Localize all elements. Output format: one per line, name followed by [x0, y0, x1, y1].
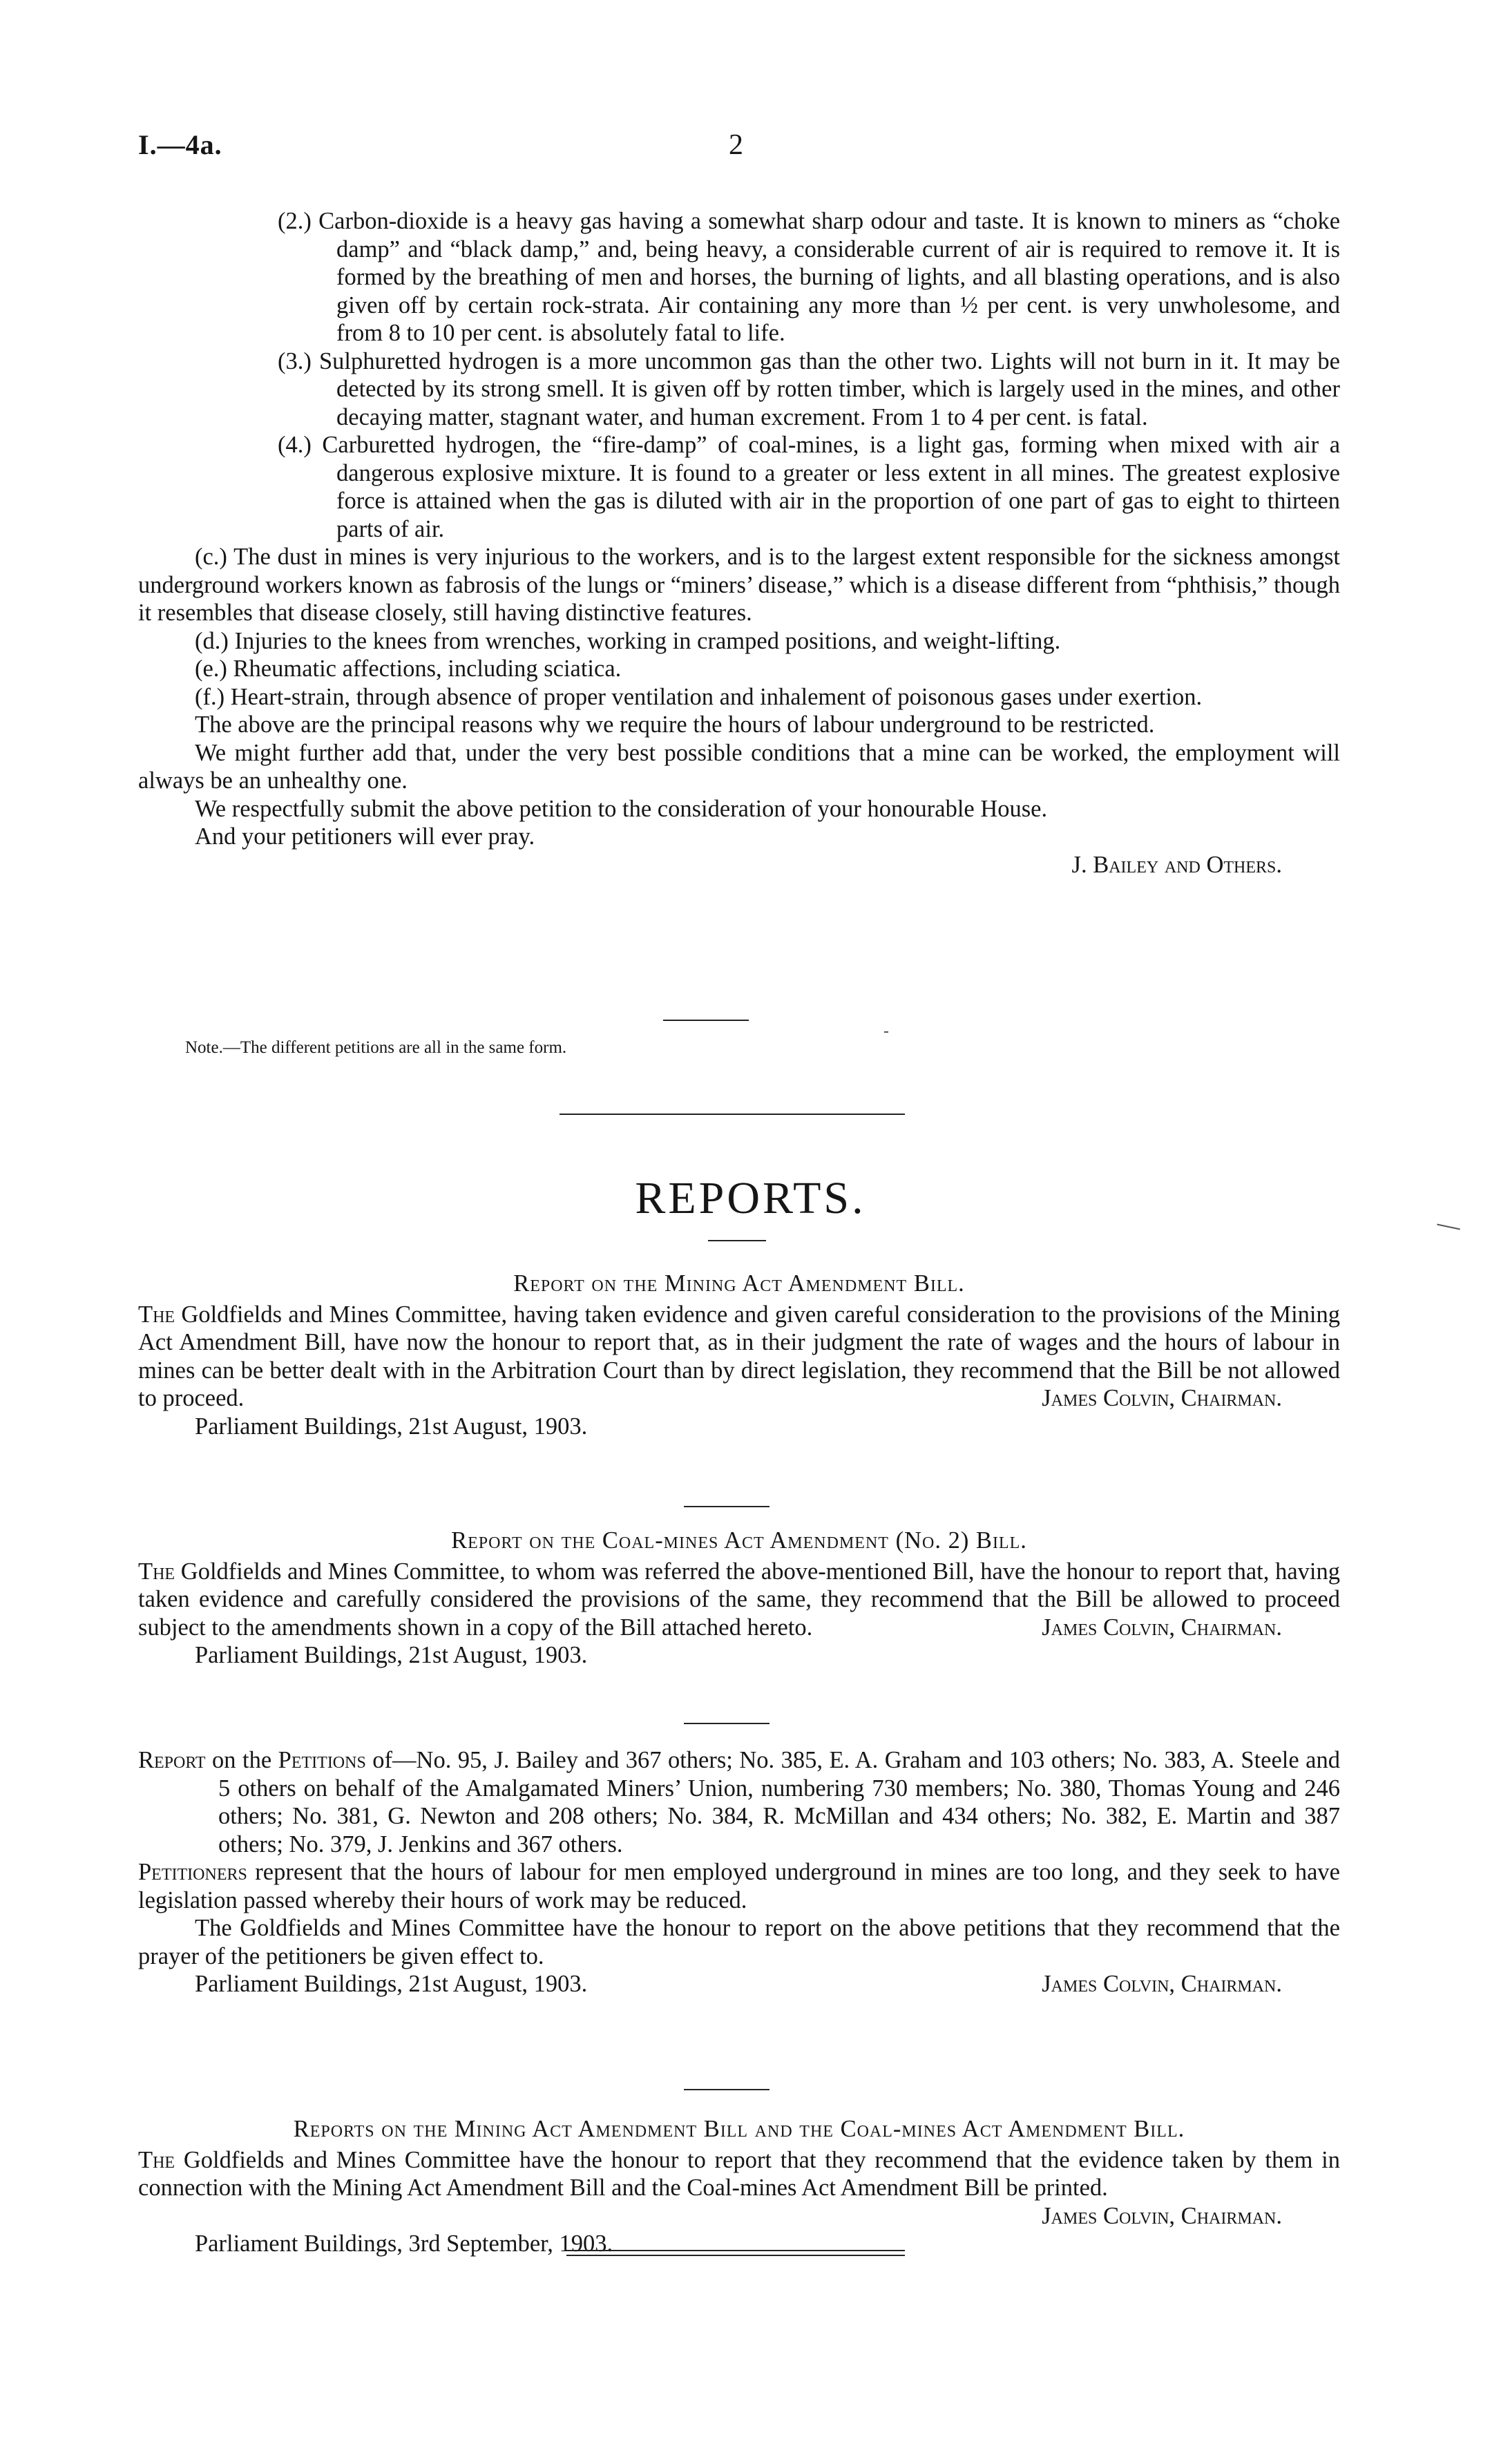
note-text: —The different petitions are all in the same form.	[222, 1038, 567, 1057]
note-label: Note.	[185, 1038, 223, 1057]
petition-paragraph-f: (f.) Heart-strain, through absence of proper ventilation and inhalement of poisonous gases under exertion.	[195, 683, 1203, 710]
report-both-bills	[138, 2115, 1340, 2258]
scan-mark	[1437, 1223, 1460, 1230]
report-date: Parliament Buildings, 21st August, 1903.	[195, 1413, 588, 1440]
petition-item: (4.) Carburetted hydrogen, the “fire-damp” of coal-mines, is a light gas, forming when mixed with air a dangerous explosive mixture. It is found to a greater or less extent in all mines. The greatest explosive force is attained when the gas is diluted with air in the proportion of one part of gas to eight to thirteen parts of air.	[278, 432, 1341, 542]
report-signature: James Colvin, Chairman.	[1042, 1385, 1282, 1411]
short-rule	[663, 1020, 749, 1021]
petition-paragraph-further: We might further add that, under the very best possible conditions that a mine can be worked, the employment will always be an unhealthy one.	[138, 739, 1340, 794]
report-signature: James Colvin, Chairman.	[1042, 1614, 1282, 1641]
paper-reference: I.—4a.	[138, 129, 222, 160]
scan-mark	[884, 1031, 888, 1033]
report-mining-act	[138, 1270, 1340, 1440]
report-body: The Goldfields and Mines Committee have the honour to report on the above petitions that they recommend that the prayer of the petitioners be given effect to.	[138, 1915, 1340, 1969]
end-double-rule	[566, 2250, 905, 2251]
petition-signature: J. Bailey and Others.	[1071, 851, 1282, 878]
petition-paragraph-reasons: The above are the principal reasons why we require the hours of labour underground to be restricted.	[195, 711, 1155, 738]
report-petitions	[138, 1746, 1340, 1998]
report-signature: James Colvin, Chairman.	[1042, 2202, 1282, 2229]
report-coal-mines-act	[138, 1527, 1340, 1670]
title-rule	[708, 1240, 766, 1241]
petition-paragraph-pray: And your petitioners will ever pray.	[195, 823, 535, 850]
report-heading: Report on the Mining Act Amendment Bill.	[513, 1270, 965, 1297]
report-heading: Report on the Petitions of—No. 95, J. Bailey and 367 others; No. 385, E. A. Graham and 103 others; No. 383, A. Steele and 5 others on behalf of the Amalgamated Miners’ Union, numbering 730 members; No. 380, Thomas Young and 246 others; No. 381, G. Newton and 208 others; No. 384, R. McMillan and 434 others; No. 382, E. Martin and 387 others; No. 379, J. Jenkins and 367 others.	[138, 1747, 1340, 1857]
petition-paragraph-c: (c.) The dust in mines is very injurious to the workers, and is to the largest extent responsible for the sickness amongst underground workers known as fabrosis of the lungs or “miners’ disease,” which is a disease different from “phthisis,” though it resembles that disease closely, still having distinctive features.	[138, 544, 1340, 626]
report-date: Parliament Buildings, 21st August, 1903.	[195, 1642, 588, 1668]
short-rule	[684, 1506, 769, 1507]
short-rule	[684, 1723, 769, 1724]
petition-paragraph-e: (e.) Rheumatic affections, including sciatica.	[195, 656, 622, 682]
petition-note	[138, 1038, 1340, 1058]
report-date: Parliament Buildings, 21st August, 1903. James Colvin, Chairman.	[138, 1970, 1340, 1998]
report-signature: James Colvin, Chairman.	[1042, 1971, 1282, 1997]
reports-title: REPORTS.	[635, 1173, 866, 1223]
page-number: 2	[729, 129, 743, 161]
petition-paragraph-submit: We respectfully submit the above petition to the consideration of your honourable House.	[195, 795, 1048, 822]
report-date: Parliament Buildings, 3rd September, 1903.	[195, 2231, 613, 2257]
report-body: The Goldfields and Mines Committee have the honour to report that they recommend that the evidence taken by them in connection with the Mining Act Amendment Bill and the Coal-mines Act Amendment Bill be printed. James Colvin, Chairman.	[138, 2146, 1340, 2229]
report-body: The Goldfields and Mines Committee, having taken evidence and given careful consideration to the provisions of the Mining Act Amendment Bill, have now the honour to report that, as in their judgment the rate of wages and the hours of labour in mines can be better dealt with in the Arbitration Court than by direct legislation, they recommend that the Bill be not allowed to proceed. James Colvin, Chairman.	[138, 1301, 1340, 1411]
report-heading: Report on the Coal-mines Act Amendment (No. 2) Bill.	[451, 1527, 1027, 1554]
section-divider	[560, 1114, 905, 1115]
report-heading: Reports on the Mining Act Amendment Bill and the Coal-mines Act Amendment Bill.	[293, 2116, 1185, 2142]
short-rule	[684, 2089, 769, 2090]
petition-body	[138, 207, 1340, 879]
petition-item: (3.) Sulphuretted hydrogen is a more uncommon gas than the other two. Lights will not burn in it. It may be detected by its strong smell. It is given off by rotten timber, which is largely used in the mines, and other decaying matter, stagnant water, and human excrement. From 1 to 4 per cent. is fatal.	[278, 347, 1340, 430]
end-double-rule	[566, 2255, 905, 2256]
petition-paragraph-d: (d.) Injuries to the knees from wrenches, working in cramped positions, and weight-lifting.	[195, 627, 1061, 654]
report-body: The Goldfields and Mines Committee, to whom was referred the above-mentioned Bill, have the honour to report that, having taken evidence and carefully considered the provisions of the same, they recommend that the Bill be allowed to proceed subject to the amendments shown in a copy of the Bill attached hereto. James Colvin, Chairman.	[138, 1558, 1340, 1641]
petition-item: (2.) Carbon-dioxide is a heavy gas having a somewhat sharp odour and taste. It is known to miners as “choke damp” and “black damp,” and, being heavy, a considerable current of air is required to remove it. It is formed by the breathing of men and horses, the burning of lights, and all blasting operations, and is also given off by certain rock-strata. Air containing any more than ½ per cent. is very unwholesome, and from 8 to 10 per cent. is absolutely fatal to life.	[278, 208, 1341, 346]
report-body: Petitioners represent that the hours of labour for men employed underground in mines are too long, and they seek to have legislation passed whereby their hours of work may be reduced.	[138, 1859, 1340, 1913]
